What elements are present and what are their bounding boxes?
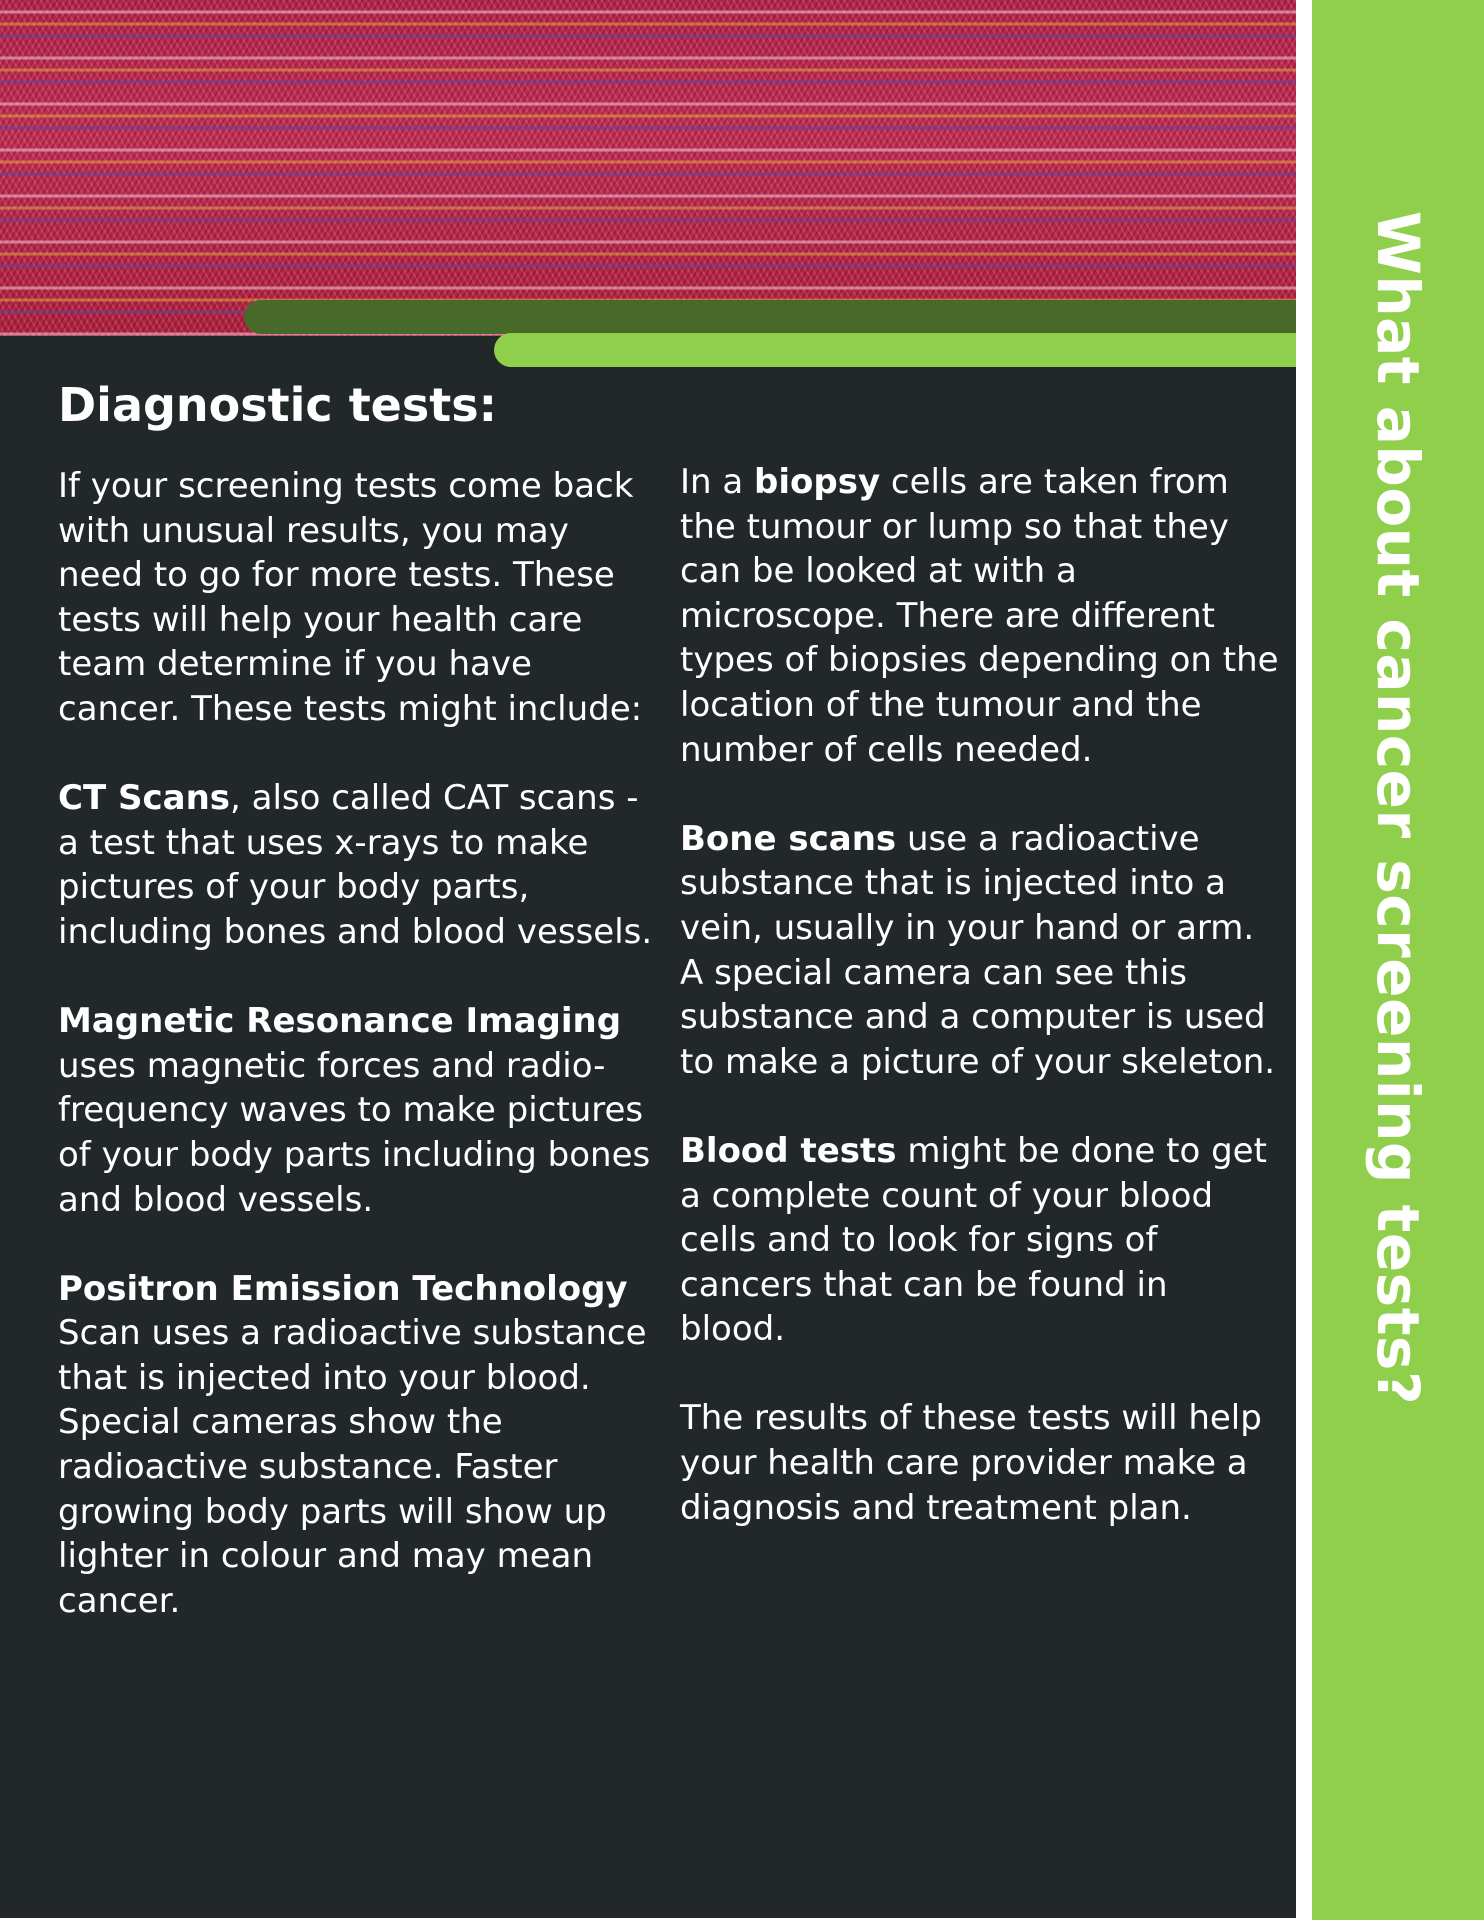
- bone-scans-text: use a radioactive substance that is injected into a vein, usually in your hand or arm. A special camera can see this substance and a computer is used to make a picture of your skeleton.: [680, 818, 1276, 1082]
- mri-term: Magnetic Resonance Imaging: [58, 1001, 622, 1042]
- light-green-stripe: [494, 333, 1296, 367]
- right-column: [680, 460, 1280, 1530]
- page-heading: Diagnostic tests:: [58, 378, 498, 432]
- blood-tests-text: might be done to get a complete count of your blood cells and to look for signs of cancers that can be found in blood.: [680, 1130, 1267, 1350]
- woven-fabric-banner-image: [0, 0, 1296, 336]
- ct-scans-text: , also called CAT scans - a test that uses x-rays to make pictures of your body parts, including bones and blood vessels.: [58, 778, 653, 952]
- results-paragraph: The results of these tests will help your health care provider make a diagnosis and treatment plan.: [680, 1398, 1262, 1528]
- intro-paragraph: If your screening tests come back with unusual results, you may need to go for more tests. These tests will help your health care team determine if you have cancer. These tests might include:: [58, 466, 643, 729]
- biopsy-prefix: In a: [680, 462, 755, 502]
- blood-tests-paragraph: [680, 1129, 1280, 1352]
- blood-tests-term: Blood tests: [680, 1130, 897, 1171]
- ct-scans-paragraph: [58, 776, 658, 954]
- bone-scans-term: Bone scans: [680, 818, 897, 859]
- pet-paragraph: [58, 1267, 658, 1624]
- ct-scans-term: CT Scans: [58, 778, 231, 819]
- dark-green-stripe: [244, 300, 1296, 334]
- pet-text: Scan uses a radioactive substance that is injected into your blood. Special cameras show the radioactive substance. Faster growing body parts will show up lighter in colour and may mean cancer.: [58, 1313, 647, 1621]
- bone-scans-paragraph: [680, 817, 1280, 1085]
- biopsy-text: cells are taken from the tumour or lump so that they can be looked at with a microscope. There are different types of biopsies depending on the location of the tumour and the number of cells needed.: [680, 462, 1279, 770]
- biopsy-term: biopsy: [754, 462, 881, 502]
- mri-text: uses magnetic forces and radio-frequency waves to make pictures of your body parts including bones and blood vessels.: [58, 1045, 651, 1220]
- mri-paragraph: [58, 999, 658, 1222]
- left-column: [58, 464, 658, 1623]
- pet-term: Positron Emission Technology: [58, 1268, 628, 1309]
- side-title: What about cancer screening tests?: [1364, 210, 1432, 1406]
- biopsy-paragraph: [680, 460, 1280, 772]
